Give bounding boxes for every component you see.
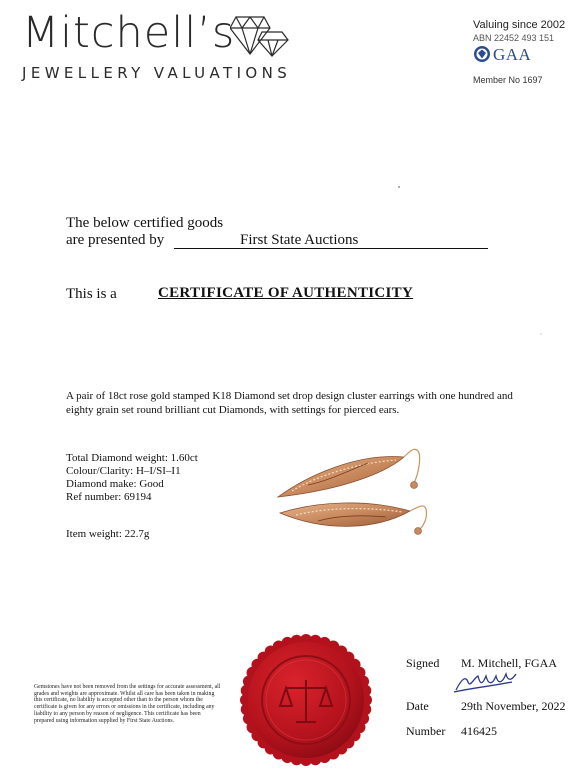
certificate-number: 416425 [461,724,497,738]
total-diamond-weight: Total Diamond weight: 1.60ct [66,452,198,464]
diamond-logo-icon [230,14,292,58]
gaa-gem-icon [473,45,491,63]
signed-label: Signed [406,656,440,670]
brand-subtitle: JEWELLERY VALUATIONS [22,64,292,82]
presented-by-label: are presented by [66,232,165,248]
valuing-since: Valuing since 2002 [473,19,566,31]
brand-name: Mitchell’s [22,8,236,58]
red-seal-icon [236,630,376,770]
gaa-logo-text: GAA [493,45,532,64]
colour-clarity: Colour/Clarity: H–I/SI–I1 [66,465,181,477]
scan-speck [540,333,542,335]
handwritten-signature [452,670,532,696]
presenter-name: First State Auctions [240,232,359,248]
number-label: Number [406,724,446,738]
diamond-make: Diamond make: Good [66,478,164,490]
member-number: Member No 1697 [473,75,543,85]
disclaimer-text: Gemstones have not been removed from the settings for accurate assessment, all grades and weights are approximate. Whilst all care has been taken in making this certificate, no liability is accepted other than to the person whom the certificate is given for any errors or omissions in the certificate, including any liability to any person by reason of negligence. This certificate has been prepared using information supplied by First State Auctions. [34,684,221,724]
scan-speck [398,186,400,188]
certificate-prefix: This is a [66,286,117,302]
date-label: Date [406,699,429,713]
abn-number: ABN 22452 493 151 [473,33,555,43]
certificate-title: CERTIFICATE OF AUTHENTICITY [158,285,414,301]
date-value: 29th November, 2022 [461,699,566,713]
item-description: A pair of 18ct rose gold stamped K18 Diamond set drop design cluster earrings with one hundred and eighty grain set round brilliant cut Diamonds, with settings for pierced ears. [66,390,513,416]
earrings-photo [268,445,428,545]
signed-name: M. Mitchell, FGAA [461,656,557,670]
certified-goods-text: The below certified goods [66,215,224,231]
ref-number: Ref number: 69194 [66,491,152,503]
item-weight: Item weight: 22.7g [66,528,150,540]
